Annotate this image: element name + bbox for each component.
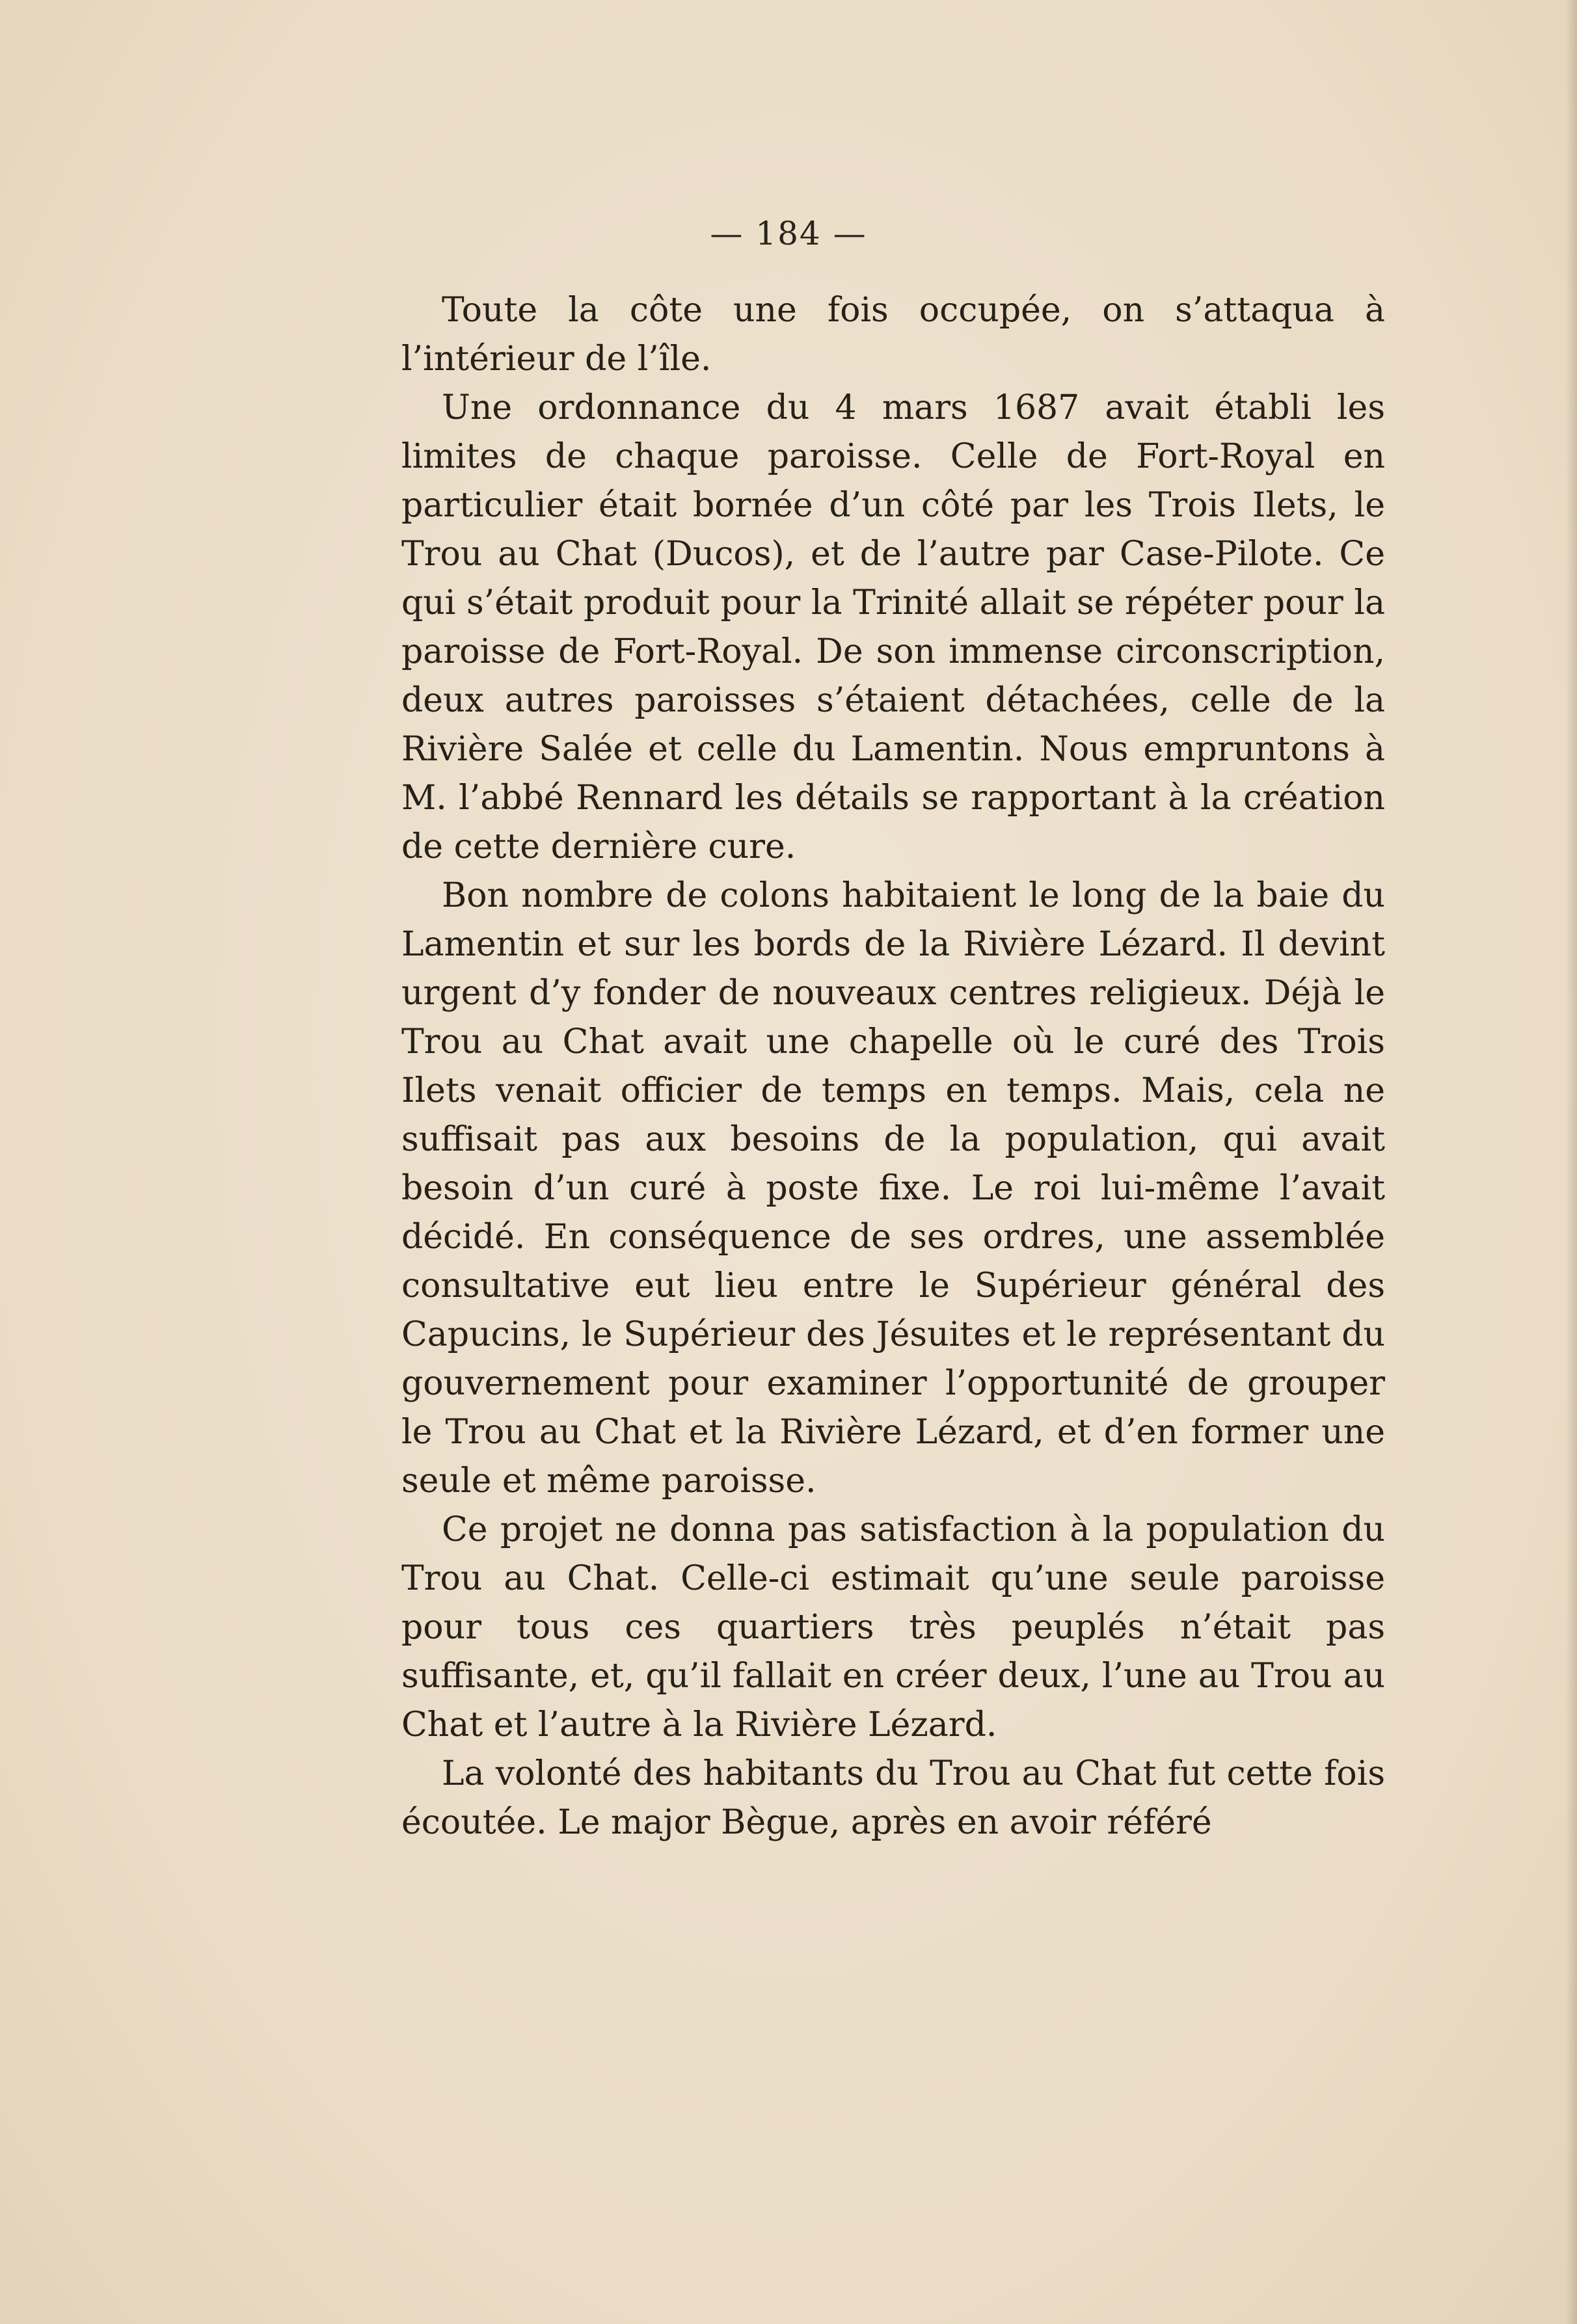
paragraph: Ce projet ne donna pas satisfaction à la population du Trou au Chat. Celle-ci estimait qu’une seule paroisse pour tous ces quartiers très peuplés n’était pas suffisante, et, qu’il fallait en créer deux, l’une au Trou au Chat et l’autre à la Rivière Lézard. [401,1510,1385,1744]
paragraph: Bon nombre de colons habitaient le long de la baie du Lamentin et sur les bords de la Rivière Lézard. Il devint urgent d’y fonder de nouveaux centres religieux. Déjà le Trou au Chat avait une chapelle où le curé des Trois Ilets venait officier de temps en temps. Mais, cela ne suffisait pas aux besoins de la population, qui avait besoin d’un curé à poste fixe. Le roi lui-même l’avait décidé. En conséquence de ses ordres, une assemblée consultative eut lieu entre le Supérieur général des Capucins, le Supérieur des Jésuites et le représentant du gouvernement pour examiner l’opportunité de grouper le Trou au Chat et la Rivière Lézard, et d’en former une seule et même paroisse. [401,876,1385,1501]
body-text [401,286,1385,1847]
paragraph: Une ordonnance du 4 mars 1687 avait établi les limites de chaque paroisse. Celle de Fort-Royal en particulier était bornée d’un côté par les Trois Ilets, le Trou au Chat (Ducos), et de l’autre par Case-Pilote. Ce qui s’était produit pour la Trinité allait se répéter pour la paroisse de Fort-Royal. De son immense circonscription, deux autres paroisses s’étaient détachées, celle de la Rivière Salée et celle du Lamentin. Nous empruntons à M. l’abbé Rennard les détails se rapportant à la création de cette dernière cure. [401,388,1385,866]
page-number: — 184 — [710,215,867,252]
page-edge-shadow [1565,0,1577,2324]
paragraph: Toute la côte une fois occupée, on s’attaqua à l’intérieur de l’île. [401,291,1385,379]
paragraph: La volonté des habitants du Trou au Chat fut cette fois écoutée. Le major Bègue, après en avoir référé [401,1754,1385,1842]
